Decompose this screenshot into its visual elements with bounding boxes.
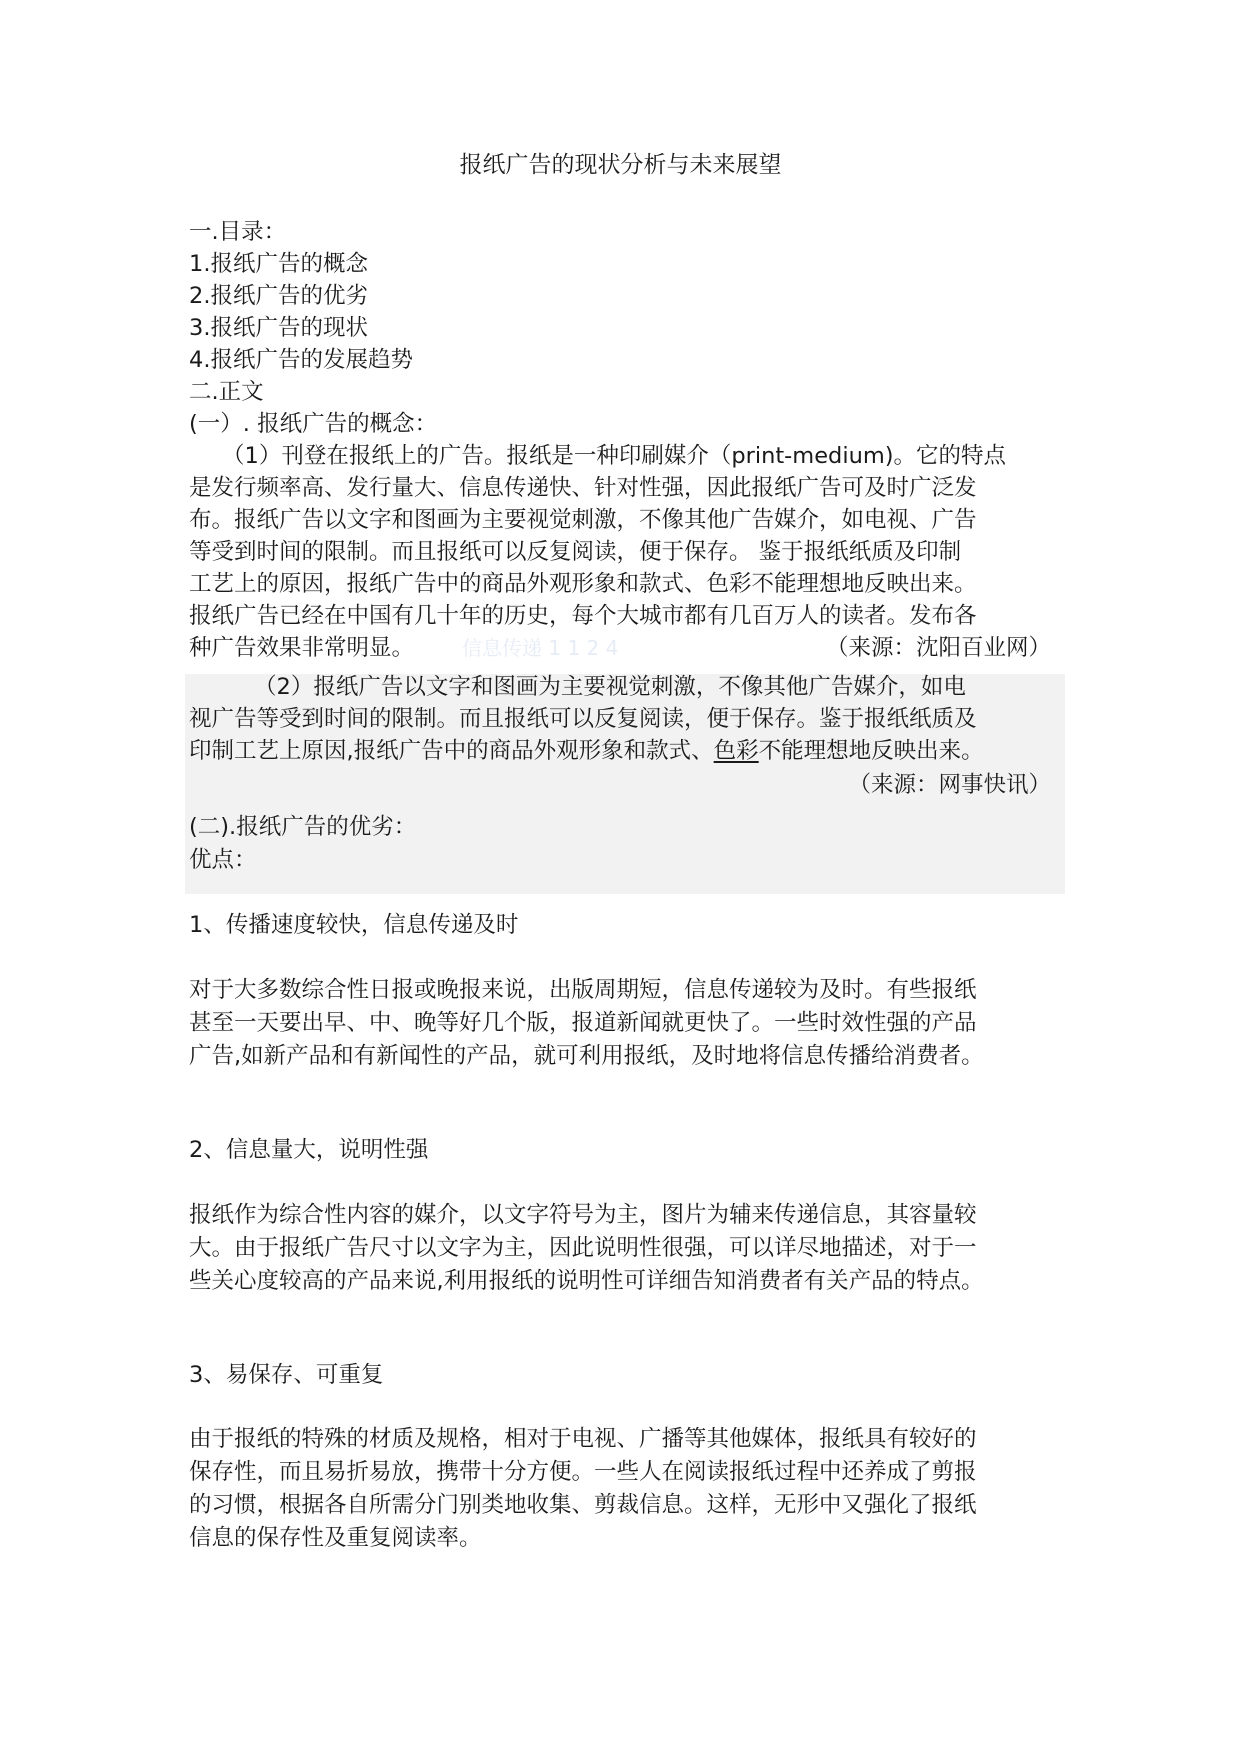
advantages-label: 优点： [189,847,257,873]
source-citation: （来源：网事快讯） [848,772,1051,798]
paragraph-line: 由于报纸的特殊的材质及规格，相对于电视、广播等其他媒体，报纸具有较好的 [189,1426,977,1452]
section-heading: (一）. 报纸广告的概念： [189,411,438,437]
paragraph-line [189,736,984,766]
paragraph-line: 等受到时间的限制。而且报纸可以反复阅读，便于保存。 鉴于报纸纸质及印制 [189,539,962,565]
toc-item: 3.报纸广告的现状 [189,315,368,341]
paragraph-line: 些关心度较高的产品来说,利用报纸的说明性可详细告知消费者有关产品的特点。 [189,1268,984,1294]
paragraph-line: 广告,如新产品和有新闻性的产品，就可利用报纸，及时地将信息传播给消费者。 [189,1043,984,1069]
paragraph-line: （2）报纸广告以文字和图画为主要视觉刺激，不像其他广告媒介，如电 [254,674,966,700]
paragraph-line: 甚至一天要出早、中、晚等好几个版，报道新闻就更快了。一些时效性强的产品 [189,1010,977,1036]
point-title: 2、信息量大，说明性强 [189,1137,429,1163]
section-heading: (二).报纸广告的优劣： [189,814,417,840]
paragraph-line: 大。由于报纸广告尺寸以文字为主，因此说明性很强，可以详尽地描述，对于一 [189,1235,977,1261]
toc-item: 1.报纸广告的概念 [189,251,368,277]
toc-heading: 一.目录： [189,219,287,245]
paragraph-line: 布。报纸广告以文字和图画为主要视觉刺激，不像其他广告媒介，如电视、广告 [189,507,977,533]
toc-item: 4.报纸广告的发展趋势 [189,347,413,373]
point-title: 3、易保存、可重复 [189,1362,384,1388]
underlined-link[interactable]: 色彩 [713,738,759,764]
paragraph-line: 信息的保存性及重复阅读率。 [189,1525,482,1551]
paragraph-line: （1）刊登在报纸上的广告。报纸是一种印刷媒介（print-medium)。它的特点 [222,443,1007,469]
toc-item: 2.报纸广告的优劣 [189,283,368,309]
paragraph-line: 是发行频率高、发行量大、信息传递快、针对性强，因此报纸广告可及时广泛发 [189,475,977,501]
paragraph-line: 报纸作为综合性内容的媒介，以文字符号为主，图片为辅来传递信息，其容量较 [189,1202,977,1228]
faint-text: 信息传递 1 1 2 4 [462,636,619,660]
paragraph-text: 不能理想地反映出来。 [758,738,984,764]
paragraph-line: 报纸广告已经在中国有几十年的历史，每个大城市都有几百万人的读者。发布各 [189,603,977,629]
paragraph-line: 种广告效果非常明显。 [189,635,415,661]
document-title: 报纸广告的现状分析与未来展望 [459,152,782,178]
point-title: 1、传播速度较快，信息传递及时 [189,912,519,938]
paragraph-line: 工艺上的原因，报纸广告中的商品外观形象和款式、色彩不能理想地反映出来。 [189,571,977,597]
paragraph-line: 保存性，而且易折易放，携带十分方便。一些人在阅读报纸过程中还养成了剪报 [189,1459,977,1485]
body-heading: 二.正文 [189,379,264,405]
source-citation: （来源：沈阳百业网） [825,635,1051,661]
paragraph-line: 对于大多数综合性日报或晚报来说，出版周期短，信息传递较为及时。有些报纸 [189,977,977,1003]
paragraph-line: 视广告等受到时间的限制。而且报纸可以反复阅读，便于保存。鉴于报纸纸质及 [189,706,977,732]
paragraph-line: 的习惯，根据各自所需分门别类地收集、剪裁信息。这样，无形中又强化了报纸 [189,1492,977,1518]
paragraph-text: 印制工艺上原因,报纸广告中的商品外观形象和款式、 [189,738,714,764]
